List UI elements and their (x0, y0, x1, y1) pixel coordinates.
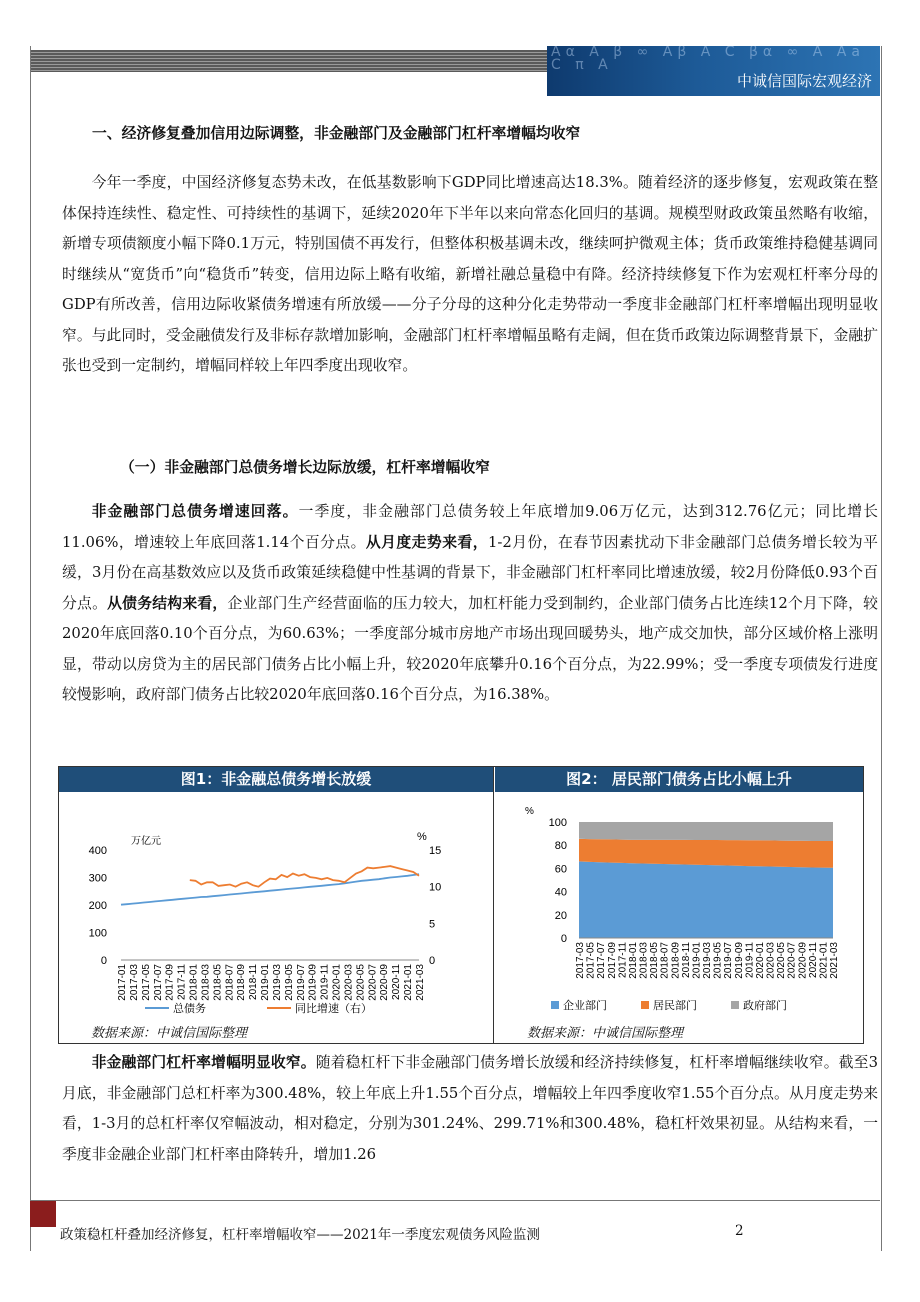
right-tick-label: 15 (429, 845, 442, 857)
x-tick-label: 2017-07 (152, 964, 164, 1001)
right-tick-label: 10 (429, 881, 442, 894)
x-tick-label: 2021-01 (403, 964, 415, 1001)
monthly-lead: 从月度走势来看， (365, 533, 488, 551)
figure-2 (495, 767, 863, 1043)
x-tick-label: 2020-01 (754, 942, 766, 979)
y-tick-label: 60 (554, 863, 567, 876)
right-tick-label: 5 (429, 918, 436, 931)
figure-1 (59, 767, 494, 1043)
x-tick-label: 2018-07 (224, 964, 236, 1001)
x-tick-label: 2018-11 (680, 942, 692, 978)
y-tick-label: 20 (554, 909, 567, 922)
area-2 (579, 822, 833, 841)
x-tick-label: 2017-05 (140, 964, 152, 1001)
x-tick-label: 2020-03 (765, 942, 777, 979)
x-tick-label: 2018-05 (212, 964, 224, 1001)
footer-mark (30, 1201, 56, 1227)
legend-label-0: 企业部门 (563, 1000, 607, 1012)
header-logo-banner (547, 46, 880, 96)
x-tick-label: 2019-09 (733, 942, 745, 979)
right-tick-label: 0 (429, 955, 436, 967)
y-tick-label: 0 (560, 933, 567, 945)
legend-label-1: 居民部门 (653, 1000, 697, 1012)
x-tick-label: 2020-07 (367, 964, 379, 1001)
series-line-1 (190, 866, 419, 887)
x-tick-label: 2020-07 (786, 942, 798, 979)
y-tick-label: 80 (554, 840, 567, 853)
left-tick-label: 300 (88, 872, 107, 885)
x-tick-label: 2018-05 (649, 942, 661, 979)
x-tick-label: 2020-05 (355, 964, 367, 1001)
x-tick-label: 2017-11 (617, 942, 629, 978)
x-tick-label: 2021-03 (829, 942, 840, 979)
left-tick-label: 200 (88, 900, 107, 912)
legend-swatch-1 (641, 1001, 649, 1009)
intro-paragraph: 今年一季度，中国经济修复态势未改，在低基数影响下GDP同比增速高达18.3%。随着经济的逐步修复，宏观政策在整体保持连续性、稳定性、可持续性的基调下，延续2020年下半年以来向常态化回归的基调。规模型财政政策虽然略有收缩，新增专项债额度小幅下降0.1万元，特别国债不再发行，但整体积极基调未改，继续呵护微观主体；货币政策维持稳健基调同时继续从“宽货币”向“稳货币”转变，信用边际上略有收缩，新增社融总量稳中有降。经济持续修复下作为宏观杠杆率分母的GDP有所改善，信用边际收紧债务增速有所放缓——分子分母的这种分化走势带动一季度非金融部门杠杆率增幅出现明显收窄。与此同时，受金融债发行及非标存款增加影响，金融部门杠杆率增幅虽略有走阔，但在货币政策边际调整背景下，金融扩张也受到一定制约，增幅同样较上年四季度出现收窄。 (62, 174, 878, 374)
x-tick-label: 2017-03 (128, 964, 140, 1001)
figure-2-title: 图2： 居民部门债务占比小幅上升 (495, 767, 863, 792)
x-tick-label: 2020-09 (797, 942, 809, 979)
section-heading: 一、经济修复叠加信用边际调整，非金融部门及金融部门杠杆率增幅均收窄 (92, 125, 581, 142)
x-tick-label: 2017-09 (164, 964, 176, 1001)
x-tick-label: 2018-09 (236, 964, 248, 1001)
legend-label-0: 总债务 (173, 1003, 206, 1015)
debt-text-3: 企业部门生产经营面临的压力较大，加杠杆能力受到制约，企业部门债务占比连续12个月下降，较2020年底回落0.10个百分点，为60.63%；一季度部分城市房地产市场出现回暖势头，地产成交加快，部分区域价格上涨明显，带动以房贷为主的居民部门债务占比小幅上升，较2020年底攀升0.16个百分点，为22.99%；受一季度专项债发行进度较慢影响，政府部门债务占比较2020年底回落0.16个百分点，为16.38%。 (62, 594, 878, 703)
left-tick-label: 0 (100, 955, 107, 967)
figure-2-chart (495, 792, 863, 1020)
x-tick-label: 2017-07 (596, 942, 608, 979)
figures-panel (58, 766, 864, 1044)
area-0 (579, 861, 833, 938)
x-tick-label: 2019-01 (260, 964, 272, 1001)
x-tick-label: 2019-03 (271, 964, 283, 1001)
x-tick-label: 2020-05 (776, 942, 788, 979)
legend-label-1: 同比增速（右） (295, 1003, 372, 1015)
y-axis-unit: % (525, 806, 534, 817)
leverage-paragraph (62, 1048, 878, 1170)
x-tick-label: 2017-09 (606, 942, 618, 979)
x-tick-label: 2017-01 (117, 964, 128, 1001)
legend-swatch-0 (551, 1001, 559, 1009)
x-tick-label: 2021-01 (818, 942, 830, 979)
x-tick-label: 2019-07 (723, 942, 735, 979)
x-tick-label: 2019-07 (295, 964, 307, 1001)
debt-paragraph (62, 497, 878, 711)
x-tick-label: 2019-11 (744, 942, 756, 978)
x-tick-label: 2017-05 (585, 942, 597, 979)
x-tick-label: 2020-11 (391, 964, 403, 1000)
header-decoration: Aα A β ∞ Aβ A C βα ∞ A Aa C π A (551, 46, 865, 73)
x-tick-label: 2019-03 (702, 942, 713, 979)
header-stripe-bar (31, 50, 547, 72)
page-number: 2 (735, 1223, 744, 1239)
x-tick-label: 2018-03 (638, 942, 650, 979)
x-tick-label: 2019-05 (712, 942, 724, 979)
x-tick-label: 2017-03 (575, 942, 586, 979)
x-tick-label: 2021-03 (415, 964, 426, 1001)
x-tick-label: 2019-05 (283, 964, 295, 1001)
right-axis-unit: % (417, 831, 427, 843)
x-tick-label: 2020-09 (379, 964, 391, 1001)
x-tick-label: 2020-11 (807, 942, 819, 978)
x-tick-label: 2018-11 (248, 964, 260, 1000)
x-tick-label: 2018-03 (200, 964, 212, 1001)
x-tick-label: 2019-09 (307, 964, 319, 1001)
figure-1-chart (59, 792, 493, 1020)
leverage-text: 随着稳杠杆下非金融部门债务增长放缓和经济持续修复，杠杆率增幅继续收窄。截至3月底，非金融部门总杠杆率为300.48%，较上年底上升1.55个百分点，增幅较上年四季度收窄1.55个百分点。从月度走势来看，1-3月的总杠杆率仅窄幅波动，相对稳定，分别为301.24%、299.71%和300.48%，稳杠杆效果初显。从结构来看，一季度非金融企业部门杠杆率由降转升，增加1.26 (62, 1054, 878, 1163)
left-tick-label: 400 (88, 845, 107, 857)
debt-text-1: 一季度，非金融部门总债务较上年底增加9.06万亿元，达到312.76亿元；同比增长11.06%，增速较上年底回落1.14个百分点。 (62, 503, 878, 551)
x-tick-label: 2018-07 (659, 942, 671, 979)
x-tick-label: 2019-11 (319, 964, 331, 1000)
subsection-heading: （一）非金融部门总债务增长边际放缓，杠杆率增幅收窄 (120, 459, 490, 476)
figure-2-source: 数据来源：中诚信国际整理 (527, 1026, 684, 1041)
x-tick-label: 2019-01 (691, 942, 703, 979)
x-tick-label: 2020-03 (343, 964, 355, 1001)
header-brand: 中诚信国际宏观经济 (736, 72, 872, 90)
footer-title: 政策稳杠杆叠加经济修复，杠杆率增幅收窄——2021年一季度宏观债务风险监测 (60, 1227, 540, 1243)
legend-label-2: 政府部门 (743, 1000, 787, 1012)
x-tick-label: 2020-01 (331, 964, 343, 1001)
footer (30, 1200, 880, 1253)
y-tick-label: 100 (548, 817, 567, 829)
structure-lead: 从债务结构来看， (107, 594, 228, 612)
x-tick-label: 2018-01 (188, 964, 200, 1001)
x-tick-label: 2018-09 (670, 942, 682, 979)
figure-1-source: 数据来源：中诚信国际整理 (91, 1026, 248, 1041)
figure-1-title: 图1：非金融总债务增长放缓 (59, 767, 493, 792)
x-tick-label: 2017-11 (176, 964, 188, 1000)
left-tick-label: 100 (88, 927, 107, 940)
y-tick-label: 40 (554, 886, 567, 899)
debt-text-2: 1-2月份，在春节因素扰动下非金融部门总债务增长较为平缓，3月份在高基数效应以及货币政策延续稳健中性基调的背景下，非金融部门杠杆率同比增速放缓，较2月份降低0.93个百分点。 (62, 533, 878, 612)
leverage-lead: 非金融部门杠杆率增幅明显收窄。 (91, 1054, 316, 1071)
debt-lead: 非金融部门总债务增速回落。 (91, 503, 299, 520)
left-axis-unit: 万亿元 (131, 836, 161, 847)
x-tick-label: 2018-01 (627, 942, 639, 979)
legend-swatch-2 (731, 1001, 739, 1009)
